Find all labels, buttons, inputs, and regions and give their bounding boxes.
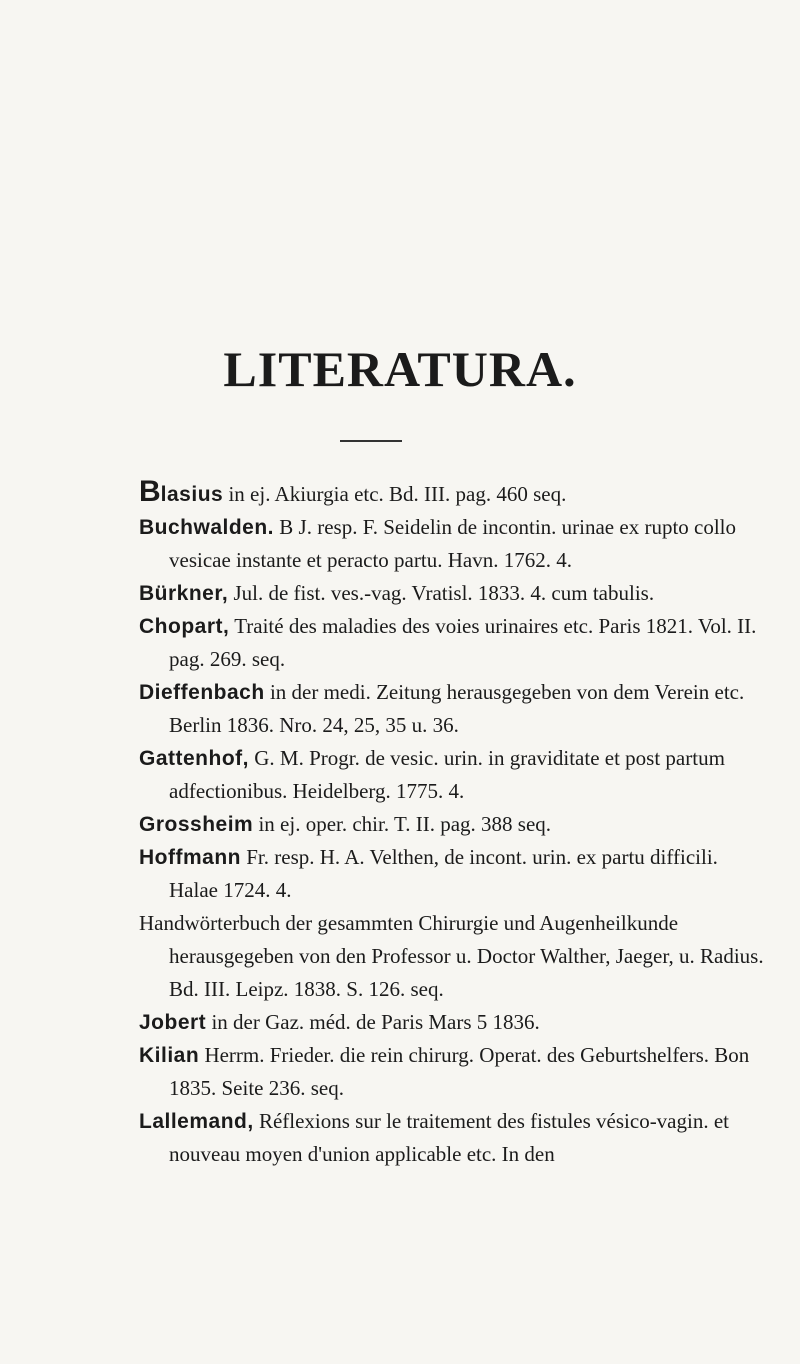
bibliography-entry (0, 742, 800, 808)
bibliography-entry (0, 511, 800, 577)
bibliography-entry (0, 1105, 800, 1171)
title-rule (340, 440, 402, 442)
entry-author: Hoffmann (139, 846, 241, 869)
entry-author: Lallemand, (139, 1110, 254, 1133)
entry-text: in ej. oper. chir. T. II. pag. 388 seq. (253, 812, 552, 836)
entry-text: in der Gaz. méd. de Paris Mars 5 1836. (206, 1010, 540, 1034)
bibliography-entry (0, 808, 800, 841)
entry-text: Traité des maladies des voies urinaires etc. Paris 1821. Vol. II. pag. 269. seq. (169, 614, 757, 671)
entry-text: G. M. Progr. de vesic. urin. in graviditate et post partum adfectionibus. Heidelberg. 1775. 4. (169, 746, 725, 803)
entry-author: Kilian (139, 1044, 200, 1067)
entry-author: Bürkner, (139, 582, 229, 605)
bibliography-entry (0, 475, 800, 511)
bibliography-entry (0, 610, 800, 676)
entry-author: Gattenhof, (139, 747, 249, 770)
entry-author: Dieffenbach (139, 681, 265, 704)
entry-text: Handwörterbuch der gesammten Chirurgie und Augenheilkunde herausgegeben von den Professor u. Doctor Walther, Jaeger, u. Radius. Bd. III. Leipz. 1838. S. 126. seq. (139, 911, 764, 1001)
entry-author: lasius (160, 483, 224, 506)
entry-text: in ej. Akiurgia etc. Bd. III. pag. 460 seq. (223, 482, 567, 506)
bibliography-entry (0, 841, 800, 907)
bibliography-entry (0, 676, 800, 742)
bibliography-list (0, 475, 800, 1171)
page-title: LITERATURA. (223, 341, 577, 397)
bibliography-entry (0, 907, 800, 1006)
entry-text: B J. resp. F. Seidelin de incontin. urinae ex rupto collo vesicae instante et peracto partu. Havn. 1762. 4. (169, 515, 737, 572)
bibliography-entry (0, 577, 800, 610)
entry-text: Fr. resp. H. A. Velthen, de incont. urin. ex partu difficili. Halae 1724. 4. (169, 845, 718, 902)
entry-initial: B (139, 475, 161, 508)
entry-author: Grossheim (139, 813, 254, 836)
entry-author: Jobert (139, 1011, 207, 1034)
entry-text: in der medi. Zeitung herausgegeben von dem Verein etc. Berlin 1836. Nro. 24, 25, 35 u. 36. (169, 680, 745, 737)
bibliography-entry (0, 1006, 800, 1039)
bibliography-entry (0, 1039, 800, 1105)
entry-author: Chopart, (139, 615, 230, 638)
entry-text: Jul. de fist. ves.-vag. Vratisl. 1833. 4. cum tabulis. (228, 581, 655, 605)
entry-text: Herrm. Frieder. die rein chirurg. Operat. des Geburtshelfers. Bon 1835. Seite 236. seq. (169, 1043, 750, 1100)
entry-text: Réflexions sur le traitement des fistules vésico-vagin. et nouveau moyen d'union applicable etc. In den (169, 1109, 729, 1166)
entry-author: Buchwalden. (139, 516, 275, 539)
